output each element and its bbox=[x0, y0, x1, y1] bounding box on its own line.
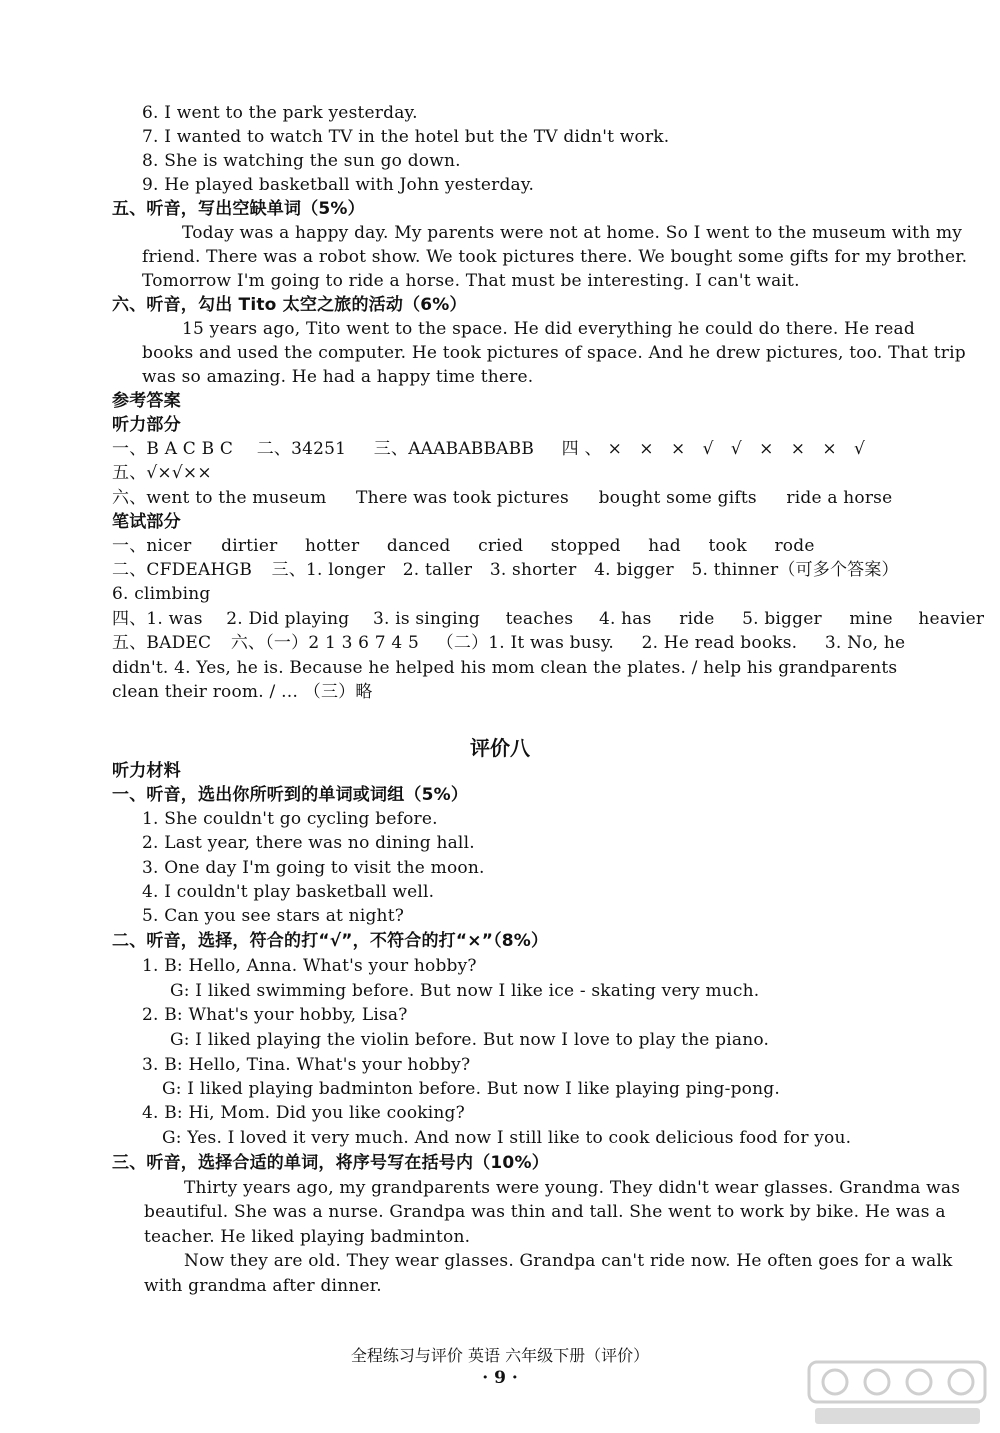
para3-line: teacher. He liked playing badminton. bbox=[144, 1227, 471, 1247]
e8-item: 5. Can you see stars at night? bbox=[142, 906, 405, 926]
para5-line1: Today was a happy day. My parents were not at home. So I went to the museum with my bbox=[182, 223, 963, 243]
answer: ride a horse bbox=[786, 488, 893, 508]
answer: 5. bigger bbox=[742, 609, 822, 629]
para6-line1: 15 years ago, Tito went to the space. He did everything he could do there. He read bbox=[182, 319, 915, 339]
answer: 六、went to the museum bbox=[112, 488, 327, 508]
answer: mine bbox=[849, 609, 893, 629]
listening-heading: 听力部分 bbox=[112, 415, 181, 435]
answer: took bbox=[708, 536, 747, 556]
answer: 2. taller bbox=[402, 560, 473, 580]
e8-heading-1: 一、听音，选出你所听到的单词或词组（5%） bbox=[112, 785, 469, 805]
dialog-line: G: I liked playing the violin before. But now I love to play the piano. bbox=[170, 1030, 770, 1050]
answer: 3. No, he bbox=[824, 633, 906, 653]
answer: had bbox=[648, 536, 681, 556]
para3-line: Now they are old. They wear glasses. Grandpa can't ride now. He often goes for a walk bbox=[184, 1251, 953, 1271]
answer: hotter bbox=[305, 536, 360, 556]
footer-text: 全程练习与评价 英语 六年级下册（评价） bbox=[350, 1346, 650, 1365]
answer: 三、AAABABBABB bbox=[373, 439, 535, 459]
answer: 二、34251 bbox=[256, 439, 347, 459]
para3-line: Thirty years ago, my grandparents were young. They didn't wear glasses. Grandma was bbox=[184, 1178, 961, 1198]
answers-l3 bbox=[112, 487, 892, 509]
answer: 一、B A C B C bbox=[112, 439, 234, 459]
para6-line2: books and used the computer. He took pictures of space. And he drew pictures, too. That trip bbox=[142, 343, 966, 363]
dialog-line: 4. B: Hi, Mom. Did you like cooking? bbox=[142, 1103, 465, 1123]
para5-line3: Tomorrow I'm going to ride a horse. That must be interesting. I can't wait. bbox=[142, 271, 800, 291]
answer: 4. has bbox=[598, 609, 652, 629]
dialog-line: G: Yes. I loved it very much. And now I still like to cook delicious food for you. bbox=[162, 1128, 852, 1148]
e8-heading-2: 二、听音，选择，符合的打“√”，不符合的打“×”（8%） bbox=[112, 931, 549, 951]
dialog-line: 1. B: Hello, Anna. What's your hobby? bbox=[142, 956, 477, 976]
written-heading: 笔试部分 bbox=[112, 512, 181, 532]
answer: 2. He read books. bbox=[641, 633, 798, 653]
answers-w2 bbox=[112, 559, 899, 581]
item-6: 6. I went to the park yesterday. bbox=[142, 103, 418, 123]
answer: 3. is singing bbox=[372, 609, 481, 629]
dialog-line: 2. B: What's your hobby, Lisa? bbox=[142, 1005, 408, 1025]
answer: 4. bigger bbox=[594, 560, 674, 580]
answer: teaches bbox=[505, 609, 574, 629]
para6-line3: was so amazing. He had a happy time there. bbox=[142, 367, 534, 387]
answer: 六、（一）2 1 3 6 7 4 5 bbox=[230, 633, 420, 653]
answers-w7: clean their room. / … （三）略 bbox=[112, 682, 373, 702]
answer: rode bbox=[774, 536, 815, 556]
page-number: · 9 · bbox=[482, 1368, 518, 1388]
answer: cried bbox=[478, 536, 524, 556]
watermark-logo-icon bbox=[805, 1358, 990, 1428]
answer: 3. shorter bbox=[489, 560, 577, 580]
answers-l2: 五、√×√×× bbox=[112, 463, 212, 483]
heading-6: 六、听音，勾出 Tito 太空之旅的活动（6%） bbox=[112, 295, 467, 315]
answer: There was took pictures bbox=[356, 488, 569, 508]
item-8: 8. She is watching the sun go down. bbox=[142, 151, 461, 171]
e8-heading-3: 三、听音，选择合适的单词，将序号写在括号内（10%） bbox=[112, 1153, 549, 1173]
para5-line2: friend. There was a robot show. We took pictures there. We bought some gifts for my brother. bbox=[142, 247, 968, 267]
material-heading: 听力材料 bbox=[112, 761, 181, 781]
answer: stopped bbox=[550, 536, 621, 556]
answers-l1 bbox=[112, 438, 871, 460]
e8-item: 4. I couldn't play basketball well. bbox=[142, 882, 435, 902]
answer: 二、CFDEAHGB bbox=[112, 560, 253, 580]
answer: danced bbox=[386, 536, 451, 556]
answers-w3: 6. climbing bbox=[112, 584, 211, 604]
answer: dirtier bbox=[221, 536, 278, 556]
answer: 5. thinner（可多个答案） bbox=[691, 560, 899, 580]
section-title: 评价八 bbox=[470, 736, 530, 760]
answer: 四、× × × √ √ × × × √ bbox=[561, 439, 871, 459]
answer: 三、1. longer bbox=[271, 560, 386, 580]
dialog-line: G: I liked playing badminton before. But now I like playing ping-pong. bbox=[162, 1079, 780, 1099]
answer: 五、BADEC bbox=[112, 633, 212, 653]
answers-w6: didn't. 4. Yes, he is. Because he helped his mom clean the plates. / help his grandparents bbox=[112, 658, 898, 678]
item-9: 9. He played basketball with John yesterday. bbox=[142, 175, 535, 195]
answer: （二）1. It was busy. bbox=[436, 633, 614, 653]
answer: bought some gifts bbox=[598, 488, 757, 508]
answer: 2. Did playing bbox=[226, 609, 350, 629]
e8-item: 3. One day I'm going to visit the moon. bbox=[142, 858, 485, 878]
item-7: 7. I wanted to watch TV in the hotel but the TV didn't work. bbox=[142, 127, 670, 147]
answers-heading: 参考答案 bbox=[112, 391, 181, 411]
heading-5: 五、听音，写出空缺单词（5%） bbox=[112, 199, 365, 219]
answers-w4 bbox=[112, 608, 984, 630]
answers-w1 bbox=[112, 535, 815, 557]
e8-item: 2. Last year, there was no dining hall. bbox=[142, 833, 475, 853]
para3-line: beautiful. She was a nurse. Grandpa was thin and tall. She went to work by bike. He was a bbox=[144, 1202, 946, 1222]
answer: 四、1. was bbox=[112, 609, 203, 629]
answer: 一、nicer bbox=[112, 536, 192, 556]
answer: heavier bbox=[918, 609, 985, 629]
answers-w5 bbox=[112, 632, 905, 654]
answer: ride bbox=[679, 609, 715, 629]
e8-item: 1. She couldn't go cycling before. bbox=[142, 809, 438, 829]
dialog-line: 3. B: Hello, Tina. What's your hobby? bbox=[142, 1055, 471, 1075]
dialog-line: G: I liked swimming before. But now I like ice - skating very much. bbox=[170, 981, 760, 1001]
para3-line: with grandma after dinner. bbox=[144, 1276, 382, 1296]
